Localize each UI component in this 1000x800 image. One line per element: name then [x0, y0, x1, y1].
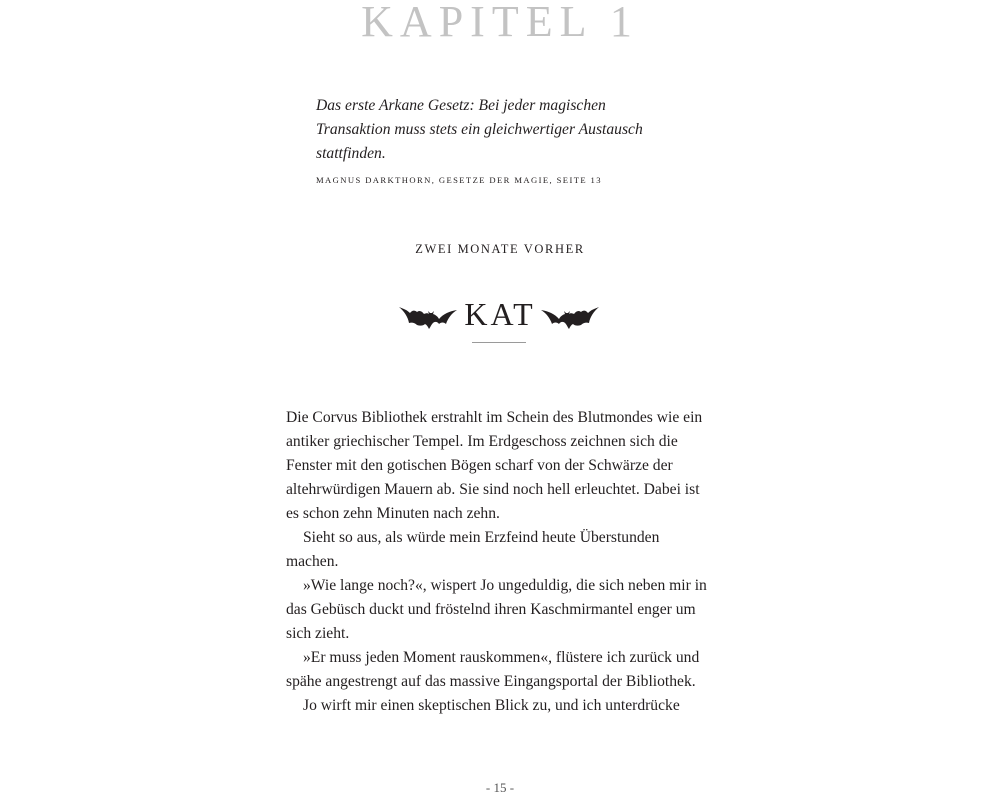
- paragraph: »Wie lange noch?«, wispert Jo ungeduldig, die sich neben mir in das Gebüsch duckt und fröstelnd ihren Kaschmirmantel enger um sich zieht.: [286, 577, 707, 642]
- page-number: - 15 -: [485, 780, 515, 795]
- chapter-title: KAPITEL 1: [361, 0, 639, 46]
- paragraph: Die Corvus Bibliothek erstrahlt im Schein des Blutmondes wie ein antiker griechischer Tempel. Im Erdgeschoss zeichnen sich die Fenster mit den gotischen Bögen scharf von der Schwärze der altehrwürdigen Mauern ab. Sie sind noch hell erleuchtet. Dabei ist es schon zehn Minuten nach zehn.: [286, 409, 703, 522]
- pov-header: [0, 294, 1000, 338]
- time-marker: ZWEI MONATE VORHER: [415, 242, 585, 256]
- pov-name: KAT: [464, 296, 536, 332]
- epigraph-quote: Das erste Arkane Gesetz: Bei jeder magischen Transaktion muss stets ein gleichwertiger Austausch stattfinden.: [316, 97, 643, 162]
- epigraph-source: MAGNUS DARKTHORN, GESETZE DER MAGIE, SEITE 13: [316, 175, 602, 185]
- pov-divider: [472, 342, 526, 343]
- body-text: [286, 406, 712, 718]
- bat-icon: [540, 298, 600, 330]
- paragraph: Sieht so aus, als würde mein Erzfeind heute Überstunden machen.: [286, 529, 660, 570]
- paragraph: »Er muss jeden Moment rauskommen«, flüstere ich zurück und spähe angestrengt auf das massive Eingangsportal der Bibliothek.: [286, 649, 700, 690]
- paragraph: Jo wirft mir einen skeptischen Blick zu, und ich unterdrücke: [303, 697, 680, 714]
- epigraph: [316, 94, 676, 186]
